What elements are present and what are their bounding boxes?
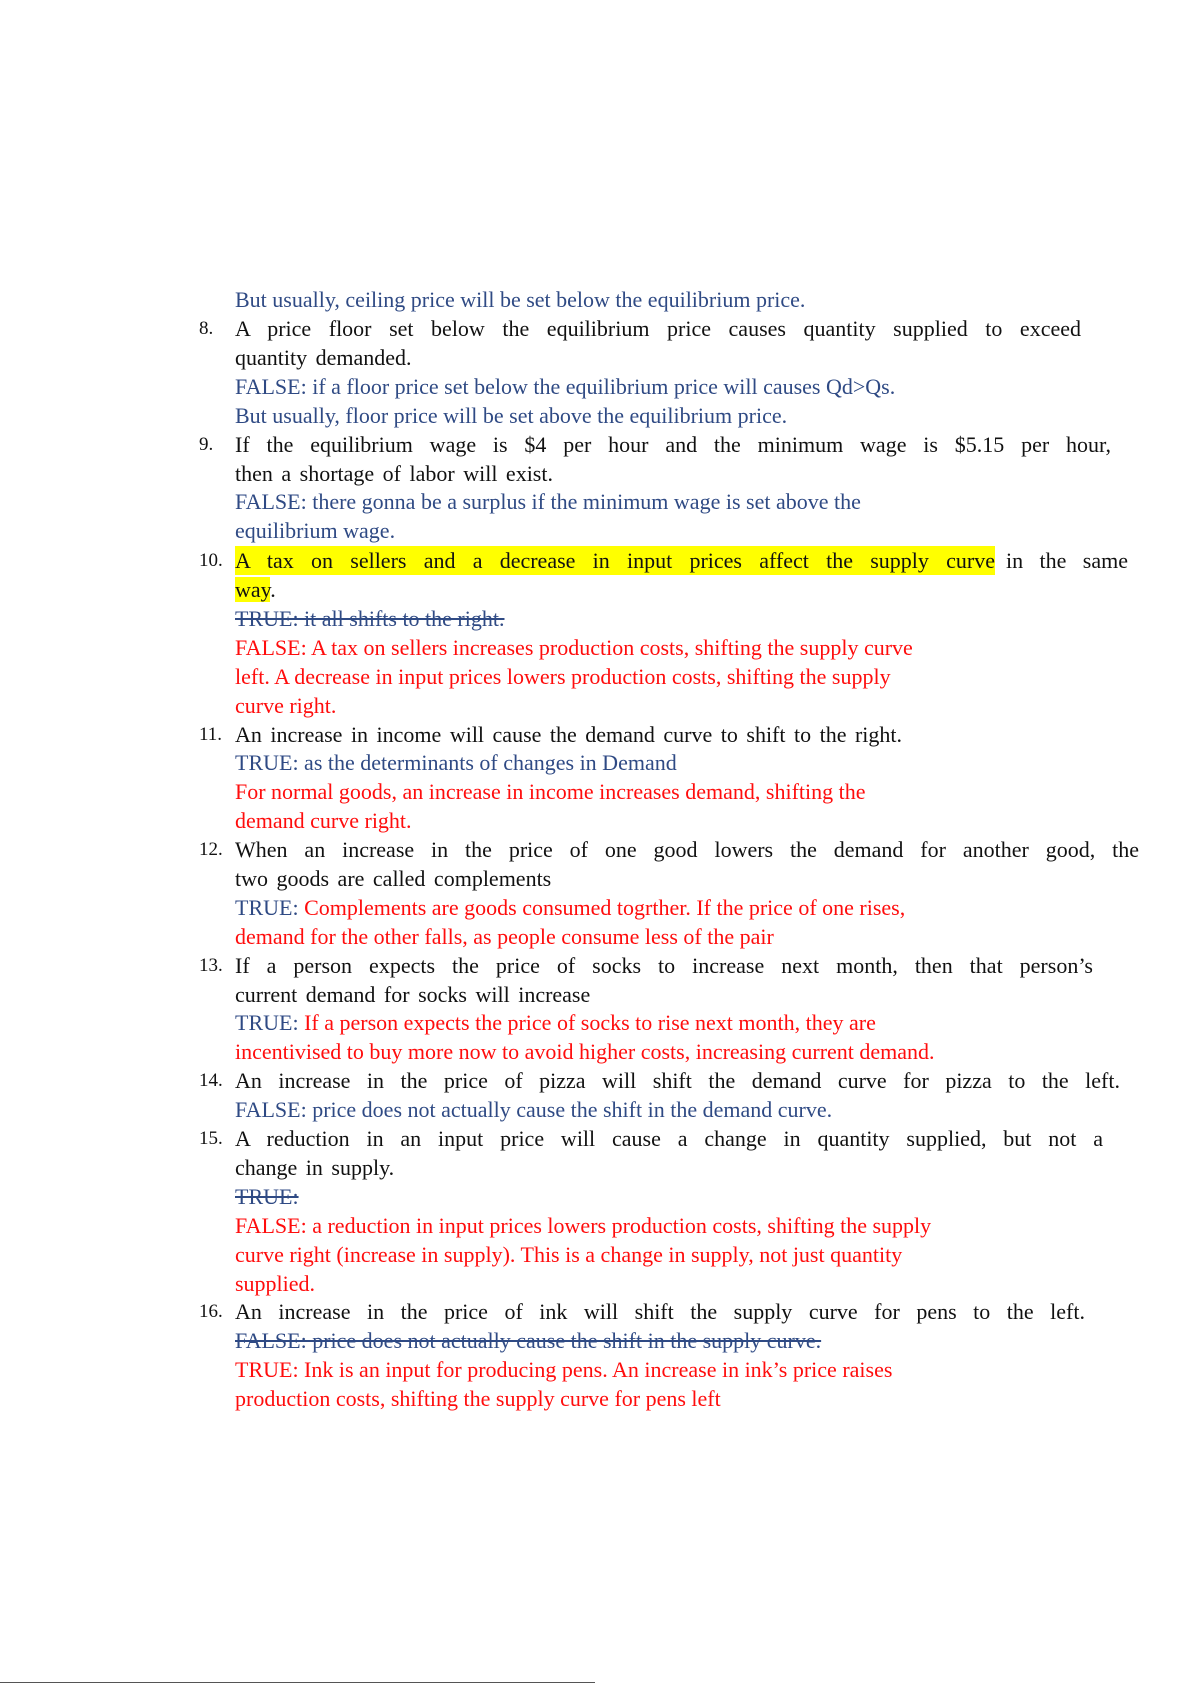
q12-question-line1: When an increase in the price of one good lowers the demand for another good, the <box>235 837 1139 862</box>
q12-question-line2: two goods are called complements <box>235 866 552 891</box>
q9-answer-line1: FALSE: there gonna be a surplus if the minimum wage is set above the <box>235 489 861 514</box>
q13-number: 13. <box>199 955 223 976</box>
q11-answer-line1: TRUE: as the determinants of changes in Demand <box>235 750 677 775</box>
q8-answer-line1: FALSE: if a floor price set below the equilibrium price will causes Qd>Qs. <box>235 374 896 399</box>
q10-correction-line3: curve right. <box>235 693 337 718</box>
q12-correction-text: Complements are goods consumed togrther. If the price of one rises, <box>304 895 906 920</box>
q9-question-line1: If the equilibrium wage is $4 per hour and the minimum wage is $5.15 per hour, <box>235 432 1111 457</box>
q9-answer-line2: equilibrium wage. <box>235 518 396 543</box>
q12-true-label: TRUE: <box>235 895 305 920</box>
q16-question-line1: An increase in the price of ink will shift the supply curve for pens to the left. <box>235 1299 1085 1324</box>
q15-number: 15. <box>199 1128 223 1149</box>
q9-number: 9. <box>199 434 214 455</box>
q15-struck-answer: TRUE: <box>235 1184 299 1209</box>
q10-highlighted-text: A tax on sellers and a decrease in input prices affect the supply curve <box>235 548 995 573</box>
q14-question-line1: An increase in the price of pizza will shift the demand curve for pizza to the left. <box>235 1068 1120 1093</box>
q16-correction-line1: TRUE: Ink is an input for producing pens. An increase in ink’s price raises <box>235 1357 893 1382</box>
q8-number: 8. <box>199 318 214 339</box>
q8-answer-line2: But usually, floor price will be set above the equilibrium price. <box>235 403 788 428</box>
q8-question-line2: quantity demanded. <box>235 345 412 370</box>
q11-number: 11. <box>199 724 223 745</box>
q11-correction-line2: demand curve right. <box>235 808 412 833</box>
q13-true-label: TRUE: <box>235 1010 305 1035</box>
q10-struck-answer: TRUE: it all shifts to the right. <box>235 606 505 631</box>
q12-correction-line2: demand for the other falls, as people consume less of the pair <box>235 924 774 949</box>
q12-number: 12. <box>199 839 223 860</box>
q10-question-line1 <box>235 546 1128 575</box>
q10-correction-line1: FALSE: A tax on sellers increases production costs, shifting the supply curve <box>235 635 913 660</box>
q13-correction-line2: incentivised to buy more now to avoid higher costs, increasing current demand. <box>235 1039 935 1064</box>
q10-correction-line2: left. A decrease in input prices lowers production costs, shifting the supply <box>235 664 891 689</box>
page-bottom-rule <box>0 1682 595 1683</box>
q11-correction-line1: For normal goods, an increase in income increases demand, shifting the <box>235 779 866 804</box>
q10-question-line2 <box>235 575 276 604</box>
q14-answer-line1: FALSE: price does not actually cause the shift in the demand curve. <box>235 1097 833 1122</box>
q15-correction-line1: FALSE: a reduction in input prices lowers production costs, shifting the supply <box>235 1213 932 1238</box>
q15-correction-line2: curve right (increase in supply). This is a change in supply, not just quantity <box>235 1242 903 1267</box>
q15-question-line2: change in supply. <box>235 1155 395 1180</box>
q12-answer-line1 <box>235 893 905 922</box>
q9-question-line2: then a shortage of labor will exist. <box>235 461 553 486</box>
q16-number: 16. <box>199 1301 223 1322</box>
q14-number: 14. <box>199 1070 223 1091</box>
q10-highlighted-end: way <box>235 577 271 602</box>
q13-correction-text: If a person expects the price of socks to rise next month, they are <box>304 1010 876 1035</box>
q16-correction-line2: production costs, shifting the supply curve for pens left <box>235 1386 721 1411</box>
q16-struck-answer: FALSE: price does not actually cause the shift in the supply curve. <box>235 1328 822 1353</box>
q7-answer-line: But usually, ceiling price will be set below the equilibrium price. <box>235 287 806 312</box>
q8-question-line1: A price floor set below the equilibrium price causes quantity supplied to exceed <box>235 316 1081 341</box>
q10-question-period: . <box>270 577 276 602</box>
q10-number: 10. <box>199 550 223 571</box>
q15-correction-line3: supplied. <box>235 1271 316 1296</box>
q13-question-line1: If a person expects the price of socks to increase next month, then that person’s <box>235 953 1093 978</box>
q15-question-line1: A reduction in an input price will cause a change in quantity supplied, but not a <box>235 1126 1103 1151</box>
q11-question-line1: An increase in income will cause the demand curve to shift to the right. <box>235 722 903 747</box>
q13-answer-line1 <box>235 1008 876 1037</box>
q10-question-rest: in the same <box>1006 548 1128 573</box>
q13-question-line2: current demand for socks will increase <box>235 982 591 1007</box>
